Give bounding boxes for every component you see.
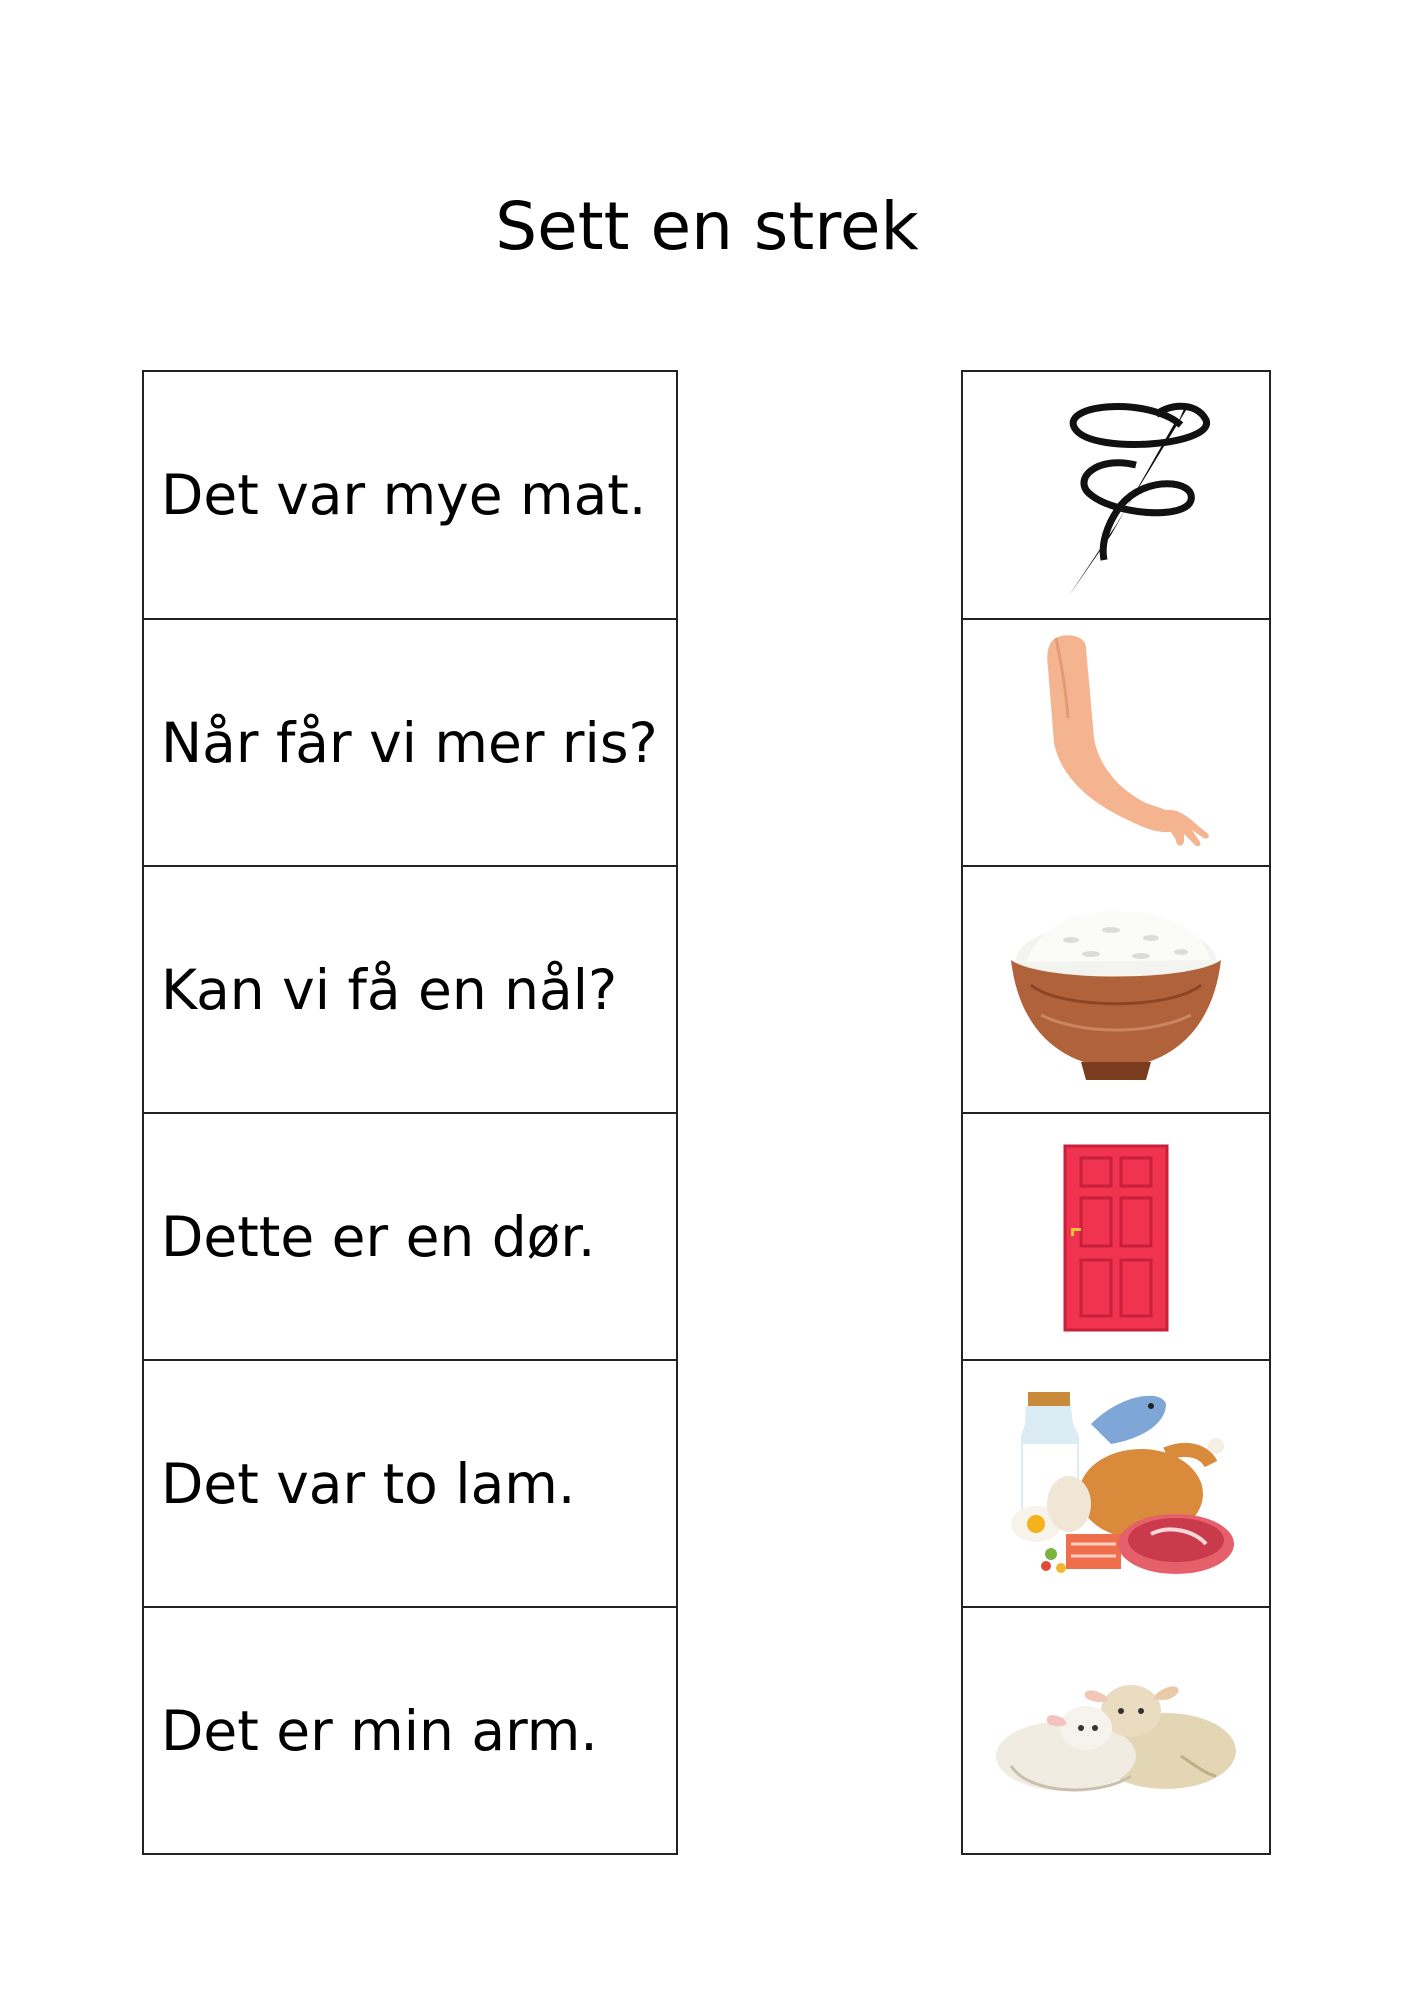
arm-icon (1016, 628, 1216, 858)
rice-bowl-icon (1001, 890, 1231, 1090)
sentence-box-5[interactable]: Det var to lam. (144, 1359, 676, 1606)
sentence-box-6[interactable]: Det er min arm. (144, 1606, 676, 1853)
picture-box-5[interactable] (963, 1359, 1269, 1606)
food-icon (991, 1384, 1241, 1584)
picture-box-2[interactable] (963, 618, 1269, 865)
lambs-icon (991, 1656, 1241, 1806)
door-icon (1061, 1142, 1171, 1332)
sentence-box-2[interactable]: Når får vi mer ris? (144, 618, 676, 865)
sentence-box-1[interactable]: Det var mye mat. (161, 463, 647, 527)
picture-box-6[interactable] (963, 1606, 1269, 1853)
sentence-box-3[interactable]: Kan vi få en nål? (144, 865, 676, 1112)
picture-box-3[interactable] (963, 865, 1269, 1112)
picture-box-4[interactable] (963, 1112, 1269, 1359)
picture-box-1[interactable] (963, 372, 1269, 618)
sentence-column (142, 370, 678, 1855)
sentence-box-4[interactable]: Dette er en dør. (144, 1112, 676, 1359)
page-title: Sett en strek (495, 188, 919, 265)
picture-column (961, 370, 1271, 1855)
needle-thread-icon (1016, 385, 1216, 605)
